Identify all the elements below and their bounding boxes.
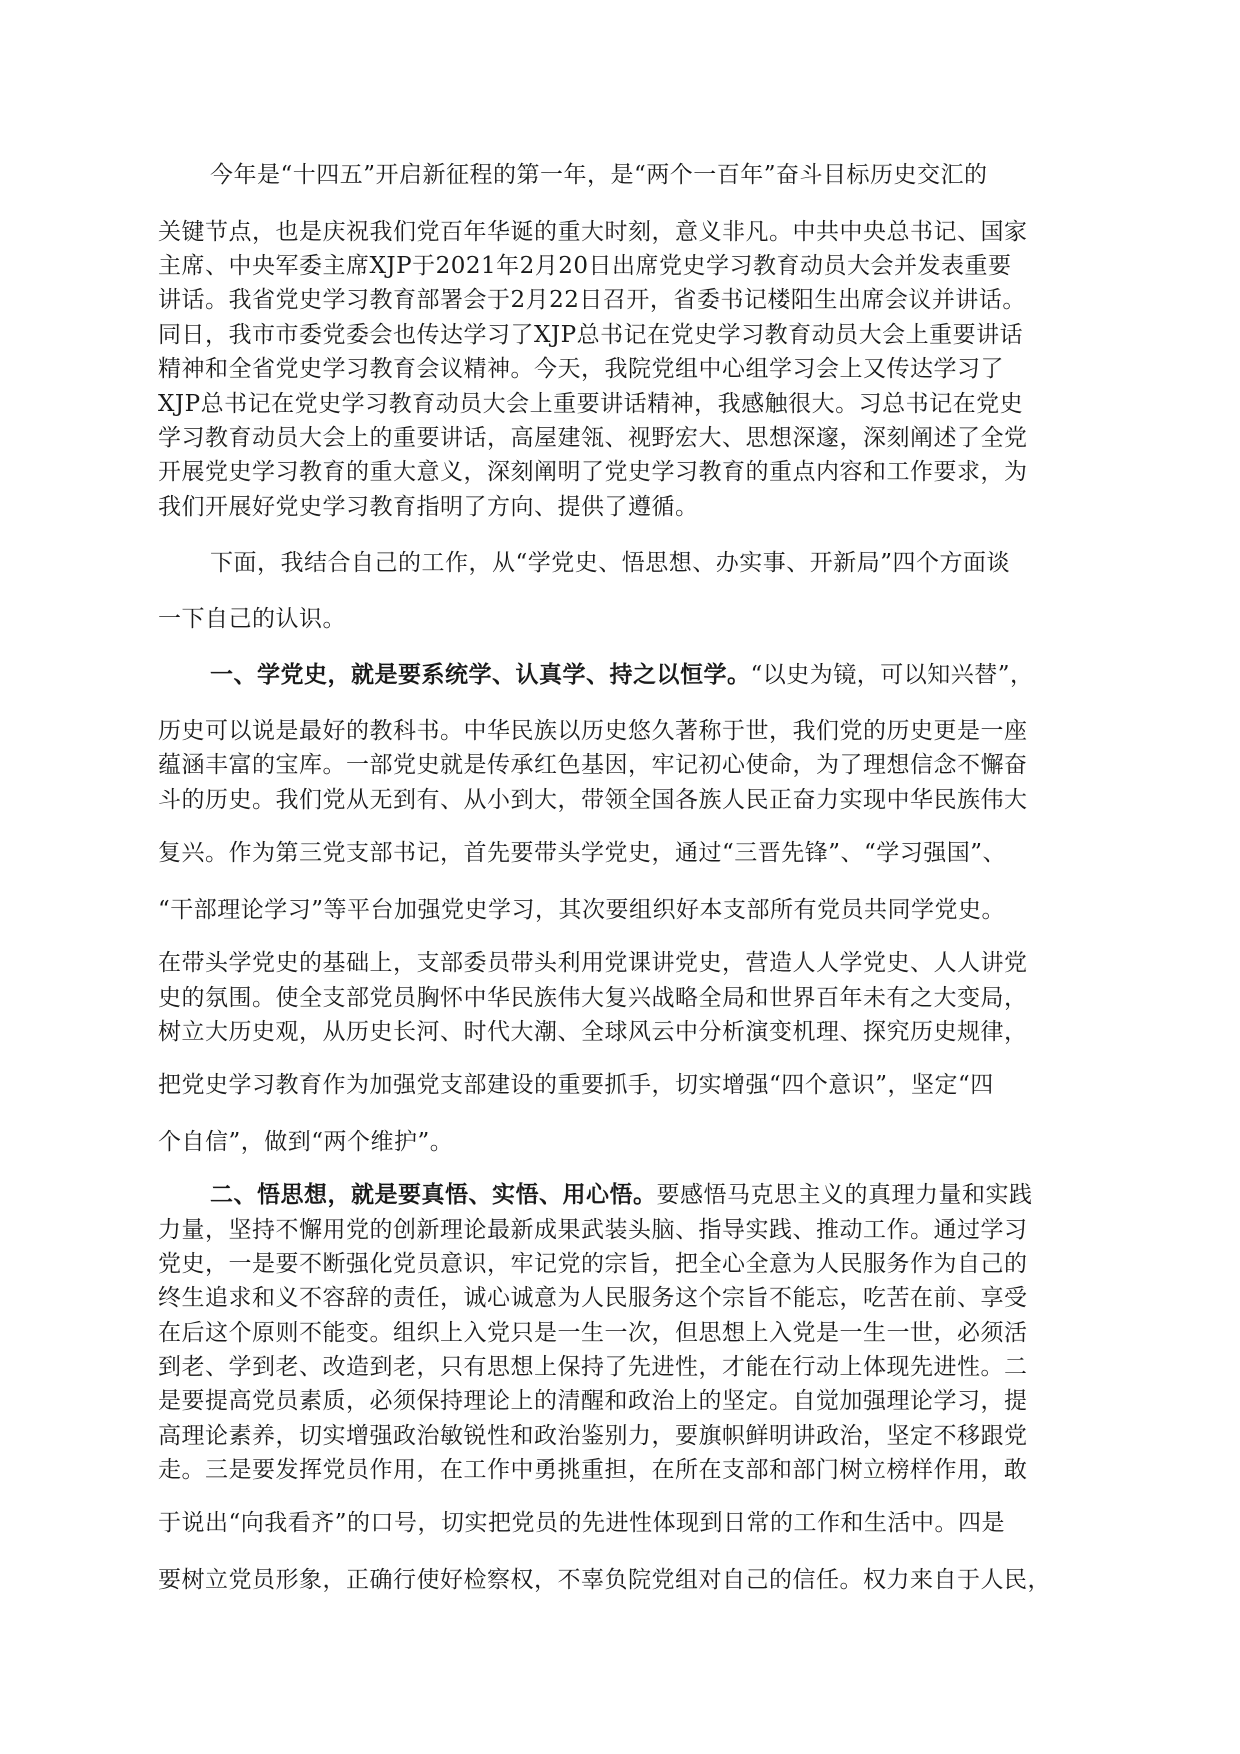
text-line: 高理论素养，切实增强政治敏锐性和政治鉴别力，要旗帜鲜明讲政治，坚定不移跟党	[158, 1423, 1028, 1449]
text-line: 树立大历史观，从历史长河、时代大潮、全球风云中分析演变机理、探究历史规律，	[158, 1019, 1028, 1045]
text-line: 主席、中央军委主席XJP于2021年2月20日出席党史学习教育动员大会并发表重要	[158, 253, 1012, 279]
text-line: 到老、学到老、改造到老，只有思想上保持了先进性，才能在行动上体现先进性。二	[158, 1354, 1028, 1380]
section-heading: 二、悟思想，就是要真悟、实悟、用心悟。	[210, 1181, 657, 1208]
text-line: 在后这个原则不能变。组织上入党只是一生一次，但思想上入党是一生一世，必须活	[158, 1320, 1028, 1346]
section-heading-line	[210, 660, 1090, 690]
text-segment: 要感悟马克思主义的真理力量和实践	[656, 1182, 1033, 1208]
section-heading: 一、学党史，就是要系统学、认真学、持之以恒学。	[210, 661, 751, 688]
text-line: 史的氛围。使全支部党员胸怀中华民族伟大复兴战略全局和世界百年未有之大变局，	[158, 985, 1028, 1011]
text-line: 我们开展好党史学习教育指明了方向、提供了遵循。	[158, 494, 699, 520]
text-line: 复兴。作为第三党支部书记，首先要带头学党史，通过“三晋先锋”、“学习强国”、	[158, 840, 1007, 866]
text-line: 精神和全省党史学习教育会议精神。今天，我院党组中心组学习会上又传达学习了	[158, 356, 1004, 382]
text-segment: “以史为镜，可以知兴替”，	[750, 662, 1034, 688]
text-line: 是要提高党员素质，必须保持理论上的清醒和政治上的坚定。自觉加强理论学习，提	[158, 1388, 1028, 1414]
text-line: 今年是“十四五”开启新征程的第一年，是“两个一百年”奋斗目标历史交汇的	[210, 162, 988, 188]
text-line: 于说出“向我看齐”的口号，切实把党员的先进性体现到日常的工作和生活中。四是	[158, 1510, 1006, 1536]
text-line: 讲话。我省党史学习教育部署会于2月22日召开，省委书记楼阳生出席会议并讲话。	[158, 287, 1026, 313]
text-line: 党史，一是要不断强化党员意识，牢记党的宗旨，把全心全意为人民服务作为自己的	[158, 1251, 1028, 1277]
text-line: “干部理论学习”等平台加强党史学习，其次要组织好本支部所有党员共同学党史。	[158, 897, 1006, 923]
text-line: 开展党史学习教育的重大意义，深刻阐明了党史学习教育的重点内容和工作要求，为	[158, 459, 1028, 485]
text-line: 学习教育动员大会上的重要讲话，高屋建瓴、视野宏大、思想深邃，深刻阐述了全党	[158, 425, 1028, 451]
text-line: 下面，我结合自己的工作，从“学党史、悟思想、办实事、开新局”四个方面谈	[210, 550, 1011, 576]
text-line: 斗的历史。我们党从无到有、从小到大，带领全国各族人民正奋力实现中华民族伟大	[158, 787, 1028, 813]
text-line: 把党史学习教育作为加强党支部建设的重要抓手，切实增强“四个意识”，坚定“四	[158, 1072, 994, 1098]
text-line: 历史可以说是最好的教科书。中华民族以历史悠久著称于世，我们党的历史更是一座	[158, 718, 1028, 744]
text-line: 要树立党员形象，正确行使好检察权，不辜负院党组对自己的信任。权力来自于人民，	[158, 1567, 1051, 1593]
section-heading-line	[210, 1180, 1090, 1210]
text-line: 个自信”，做到“两个维护”。	[158, 1129, 454, 1155]
text-line: 一下自己的认识。	[158, 606, 346, 632]
text-line: 蕴涵丰富的宝库。一部党史就是传承红色基因，牢记初心使命，为了理想信念不懈奋	[158, 752, 1028, 778]
text-line: 终生追求和义不容辞的责任，诚心诚意为人民服务这个宗旨不能忘，吃苦在前、享受	[158, 1285, 1028, 1311]
text-line: 在带头学党史的基础上，支部委员带头利用党课讲党史，营造人人学党史、人人讲党	[158, 950, 1028, 976]
text-line: XJP总书记在党史学习教育动员大会上重要讲话精神，我感触很大。习总书记在党史	[158, 391, 1024, 417]
text-line: 走。三是要发挥党员作用，在工作中勇挑重担，在所在支部和部门树立榜样作用，敢	[158, 1457, 1028, 1483]
text-line: 同日，我市市委党委会也传达学习了XJP总书记在党史学习教育动员大会上重要讲话	[158, 322, 1024, 348]
text-line: 关键节点，也是庆祝我们党百年华诞的重大时刻，意义非凡。中共中央总书记、国家	[158, 219, 1028, 245]
text-line: 力量，坚持不懈用党的创新理论最新成果武装头脑、指导实践、推动工作。通过学习	[158, 1217, 1028, 1243]
